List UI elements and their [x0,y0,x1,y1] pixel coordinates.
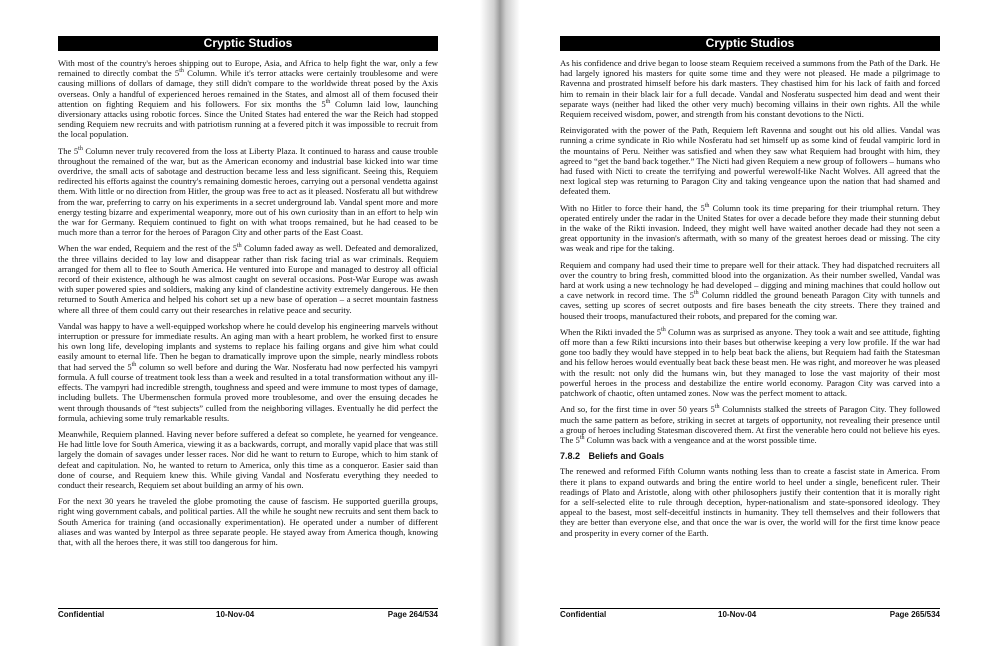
paragraph: The 5th Column never truly recovered from the loss at Liberty Plaza. It continued to harass and cause trouble throughout the remained of the war, but as the American economy and industrial base kicked into war time overdrive, the small acts of sabotage and destruction became less and less significant. Seeing this, Requiem redirected his efforts against the country's remaining domestic heroes, carrying out a personal vendetta against them. With little or no direction from Hitler, the group was free to act as it pleased. Nosferatu all but withdrew from the war, preferring to carry on his experiments in a secret underground lab. Vandal spent more and more energy testing bizarre and experimental weaponry, more out of his own curiosity than in an effort to help win the war for Germany. Requiem continued to fight on with what troops remained, but he had ceased to be much more than a terror for the heroes of Paragon City and other parts of the East Coast. [58,145,438,238]
section-title: Beliefs and Goals [588,451,665,462]
page-footer [560,608,940,621]
paragraph: And so, for the first time in over 50 years 5th Columnists stalked the streets of Paragon City. They followed much the same pattern as before, striking in secret at targets of opportunity, not revealing their presence until a group of heroes including Statesman discovered them. At first the venerable hero could not believe his eyes. The 5th Column was back with a vengeance and at the worst possible time. [560,404,940,445]
left-page [0,0,492,646]
paragraph: Meanwhile, Requiem planned. Having never before suffered a defeat so complete, he yearned for vengeance. He had little love for South America, viewing it as a backwards, corrupt, and morally vapid place that was still largely the domain of savages under lesser races. Nor did he want to return to Europe, which to him stank of defeat and capitulation. No, he wanted to return to America, only this time as a conqueror. Easier said than done of course, and Requiem knew this. While giving Vandal and Nosferatu everything they needed to conduct their research, Requiem set about building an army of his own. [58,428,438,490]
paragraph: When the war ended, Requiem and the rest of the 5th Column faded away as well. Defeated and demoralized, the three villains decided to lay low and disappear rather than risk facing trial as war criminals. Requiem arranged for them all to flee to South America. He ventured into Europe and managed to destroy all official record of their existence, although he was almost caught on several occasions. Post-War Europe was awash with super powered spies and soldiers, making any kind of clandestine activity extremely dangerous. He then returned to South America and helped his cohort set up a new base of operation – a secret mountain fastness where all three of them could carry out their researches in relative peace and security. [58,243,438,315]
section-number: 7.8.2 [560,451,581,462]
paragraph: For the next 30 years he traveled the globe promoting the cause of fascism. He supported guerilla groups, right wing government cabals, and political parties. All the while he sought new recruits and sent them back to South America for training (and occasionally experimentation). He operated under a number of different aliases and was wanted by Interpol as three separate people. He stayed away from America though, knowing that, with all the heroes there, it was still too dangerous for him. [58,496,438,547]
page-footer [58,608,438,621]
page-header: Cryptic Studios [58,36,438,51]
page-body [560,58,940,544]
paragraph: With no Hitler to force their hand, the 5th Column took its time preparing for their triumphal return. They operated entirely under the radar in the United States for over a decade before they made their stunning debut in the wake of the Rikti invasion. Indeed, they might well have waited another decade had they not seen a great opportunity in the invasion's aftermath, with so many of the greatest heroes dead or missing. The city was weak and ripe for the taking. [560,202,940,254]
paragraph: Reinvigorated with the power of the Path, Requiem left Ravenna and sought out his old allies. Vandal was running a crime syndicate in Rio while Nosferatu had set himself up as some kind of feudal vampiric lord in the mountains of Peru. Neither was satisfied and when they saw what Requiem had brought with him, they agreed to “get the band back together.” The Nicti had given Requiem a new group of followers – humans who had fused with Nicti to create the terrifying and powerful werewolf-like Nacht Wolves. All agreed that the next logical step was returning to Paragon City and taking vengeance upon the nation that had shamed and defeated them. [560,125,940,197]
page-header: Cryptic Studios [560,36,940,51]
paragraph: Vandal was happy to have a well-equipped workshop where he could develop his engineering marvels without interruption or pressure for immediate results. An aging man with a heart problem, he worked first to ensure his own long life, developing implants and systems to replace his failing organs and give him what could easily amount to eternal life. Then he began to dramatically improve upon the simple, nearly mindless robots that had served the 5th column so well before and during the War. Nosferatu had now perfected his vampyri formula. A full course of treatment took less than a week and resulted in a total transformation without any ill-effects. The vampyri had incredible strength, toughness and speed and were immune to most types of damage, including bullets. The Ubermenschen formula proved more troublesome, and over the ensuing decades he went through thousands of “test subjects” culled from the neighboring villages. Eventually he did perfect the formula, achieving some truly remarkable results. [58,320,438,423]
footer-confidential: Confidential [58,610,105,619]
paragraph: Requiem and company had used their time to prepare well for their attack. They had dispatched recruiters all over the country to bring fresh, committed blood into the organization. As their number swelled, Vandal was hard at work using a new technology he had developed – digging and mining machines that could hollow out a cave network in record time. The 5th Column riddled the ground beneath Paragon City with tunnels and caves, setting up scores of secret outposts and fire bases beneath the city streets. There they trained and housed their troops, manufactured their robots, and prepared for the coming war. [560,259,940,321]
paragraph: The renewed and reformed Fifth Column wants nothing less than to create a fascist state in America. From there it plans to expand outwards and bring the entire world to heel under a single, beneficent ruler. Their readings of Plato and Aristotle, along with other philosophers justify their contention that it is morally right for a self-selected elite to rule through deception, hyper-nationalism and state-sponsored ideology. They appeal to the basest, most self-deceitful instincts in humanity. They tell themselves and their followers that they are better than everyone else, and that once the war is over, the world will for the first time know peace and prosperity in every corner of the Earth. [560,466,940,538]
section-heading [560,451,940,461]
footer-page-number: Page 265/534 [889,610,940,619]
paragraph: When the Rikti invaded the 5th Column was as surprised as anyone. They took a wait and see attitude, fighting off more than a few Rikti incursions into their bases but otherwise keeping a very low profile. If the war had gone too badly they would have stepped in to help beat back the aliens, but Requiem had faith the Statesman and his fellow heroes would eventually beat back these beast men. He was right, and moreover he was pleased with the result: not only did the humans win, but they managed to lose the vast majority of their most powerful heroes in the process and destabilize the entire world economy. Paragon City was carved into a patchwork of chaotic, often untamed zones. Now was the perfect moment to attack. [560,326,940,399]
footer-confidential: Confidential [560,610,607,619]
footer-date: 10-Nov-04 [718,610,757,619]
right-page [508,0,1000,646]
book-spine [480,0,520,646]
footer-page-number: Page 264/534 [387,610,438,619]
paragraph: As his confidence and drive began to loose steam Requiem received a summons from the Path of the Dark. He had largely ignored his masters for quite some time and they were not pleased. He made a pilgrimage to Ravenna and prostrated himself before his dark masters. They chastised him for his lack of faith and forced him to remain in their black lair for a full decade. Vandal and Nosferatu suspected him dead and went their separate ways (neither had liked the other very much) becoming villains in their own rights. All the while Requiem received wisdom, power, and strength from his constant devotions to the Nicti. [560,58,940,120]
footer-date: 10-Nov-04 [216,610,255,619]
page-body [58,58,438,553]
paragraph: With most of the country's heroes shipping out to Europe, Asia, and Africa to help fight the war, only a few remained to directly combat the 5th Column. While it's terror attacks were certainly troublesome and were causing millions of dollars of damage, they still didn't compare to the worldwide threat posed by the Axis overseas. Only a handful of experienced heroes remained in the States, and almost all of them focused their attention on fighting Requiem and his followers. For six months the 5th Column laid low, launching diversionary attacks using robotic forces. Since the United States had entered the war the Reich had stopped sending Requiem new recruits and with patriotism running at a fevered pitch it was impossible to recruit from the local population. [58,58,438,140]
